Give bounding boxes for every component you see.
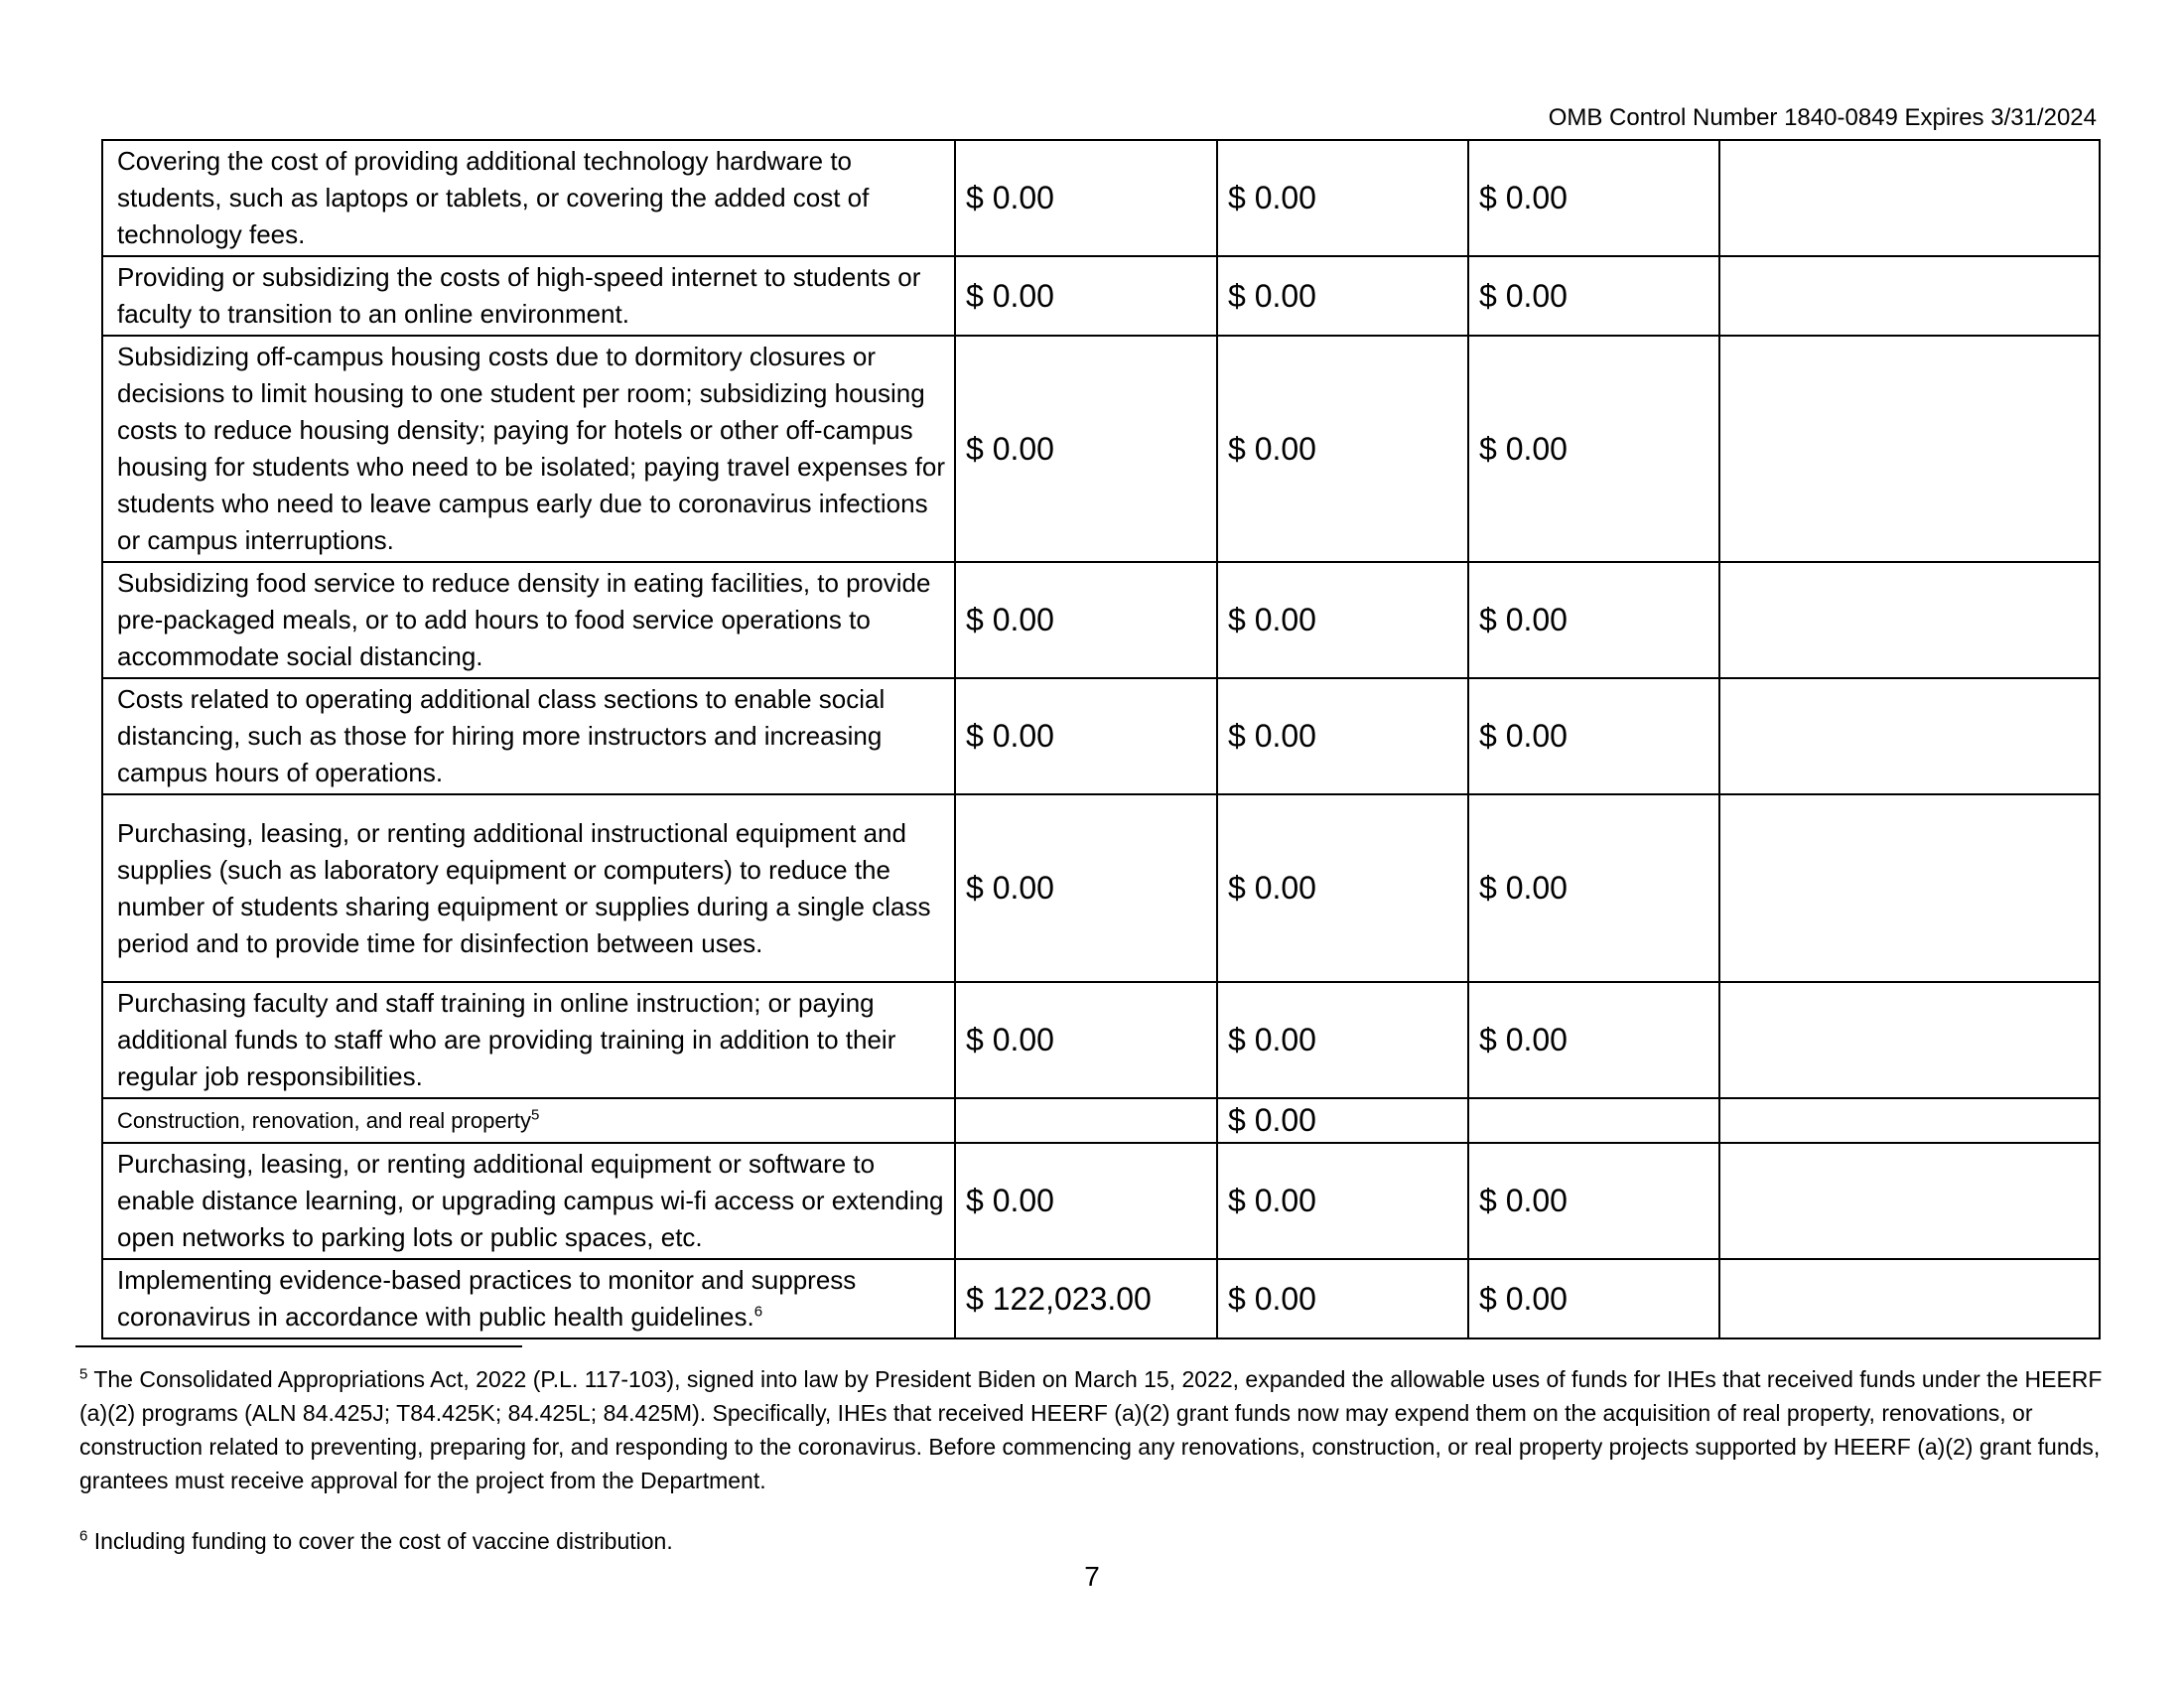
amount-cell [955, 1098, 1217, 1143]
row-description: Costs related to operating additional class sections to enable social distancing, such as those for hiring more instructors and increasing campus hours of operations. [102, 678, 955, 794]
row-description-text: Construction, renovation, and real property [117, 1107, 532, 1133]
row-description: Purchasing, leasing, or renting additional instructional equipment and supplies (such as laboratory equipment or computers) to reduce the number of students sharing equipment or supplies during a single class period and to provide time for disinfection between uses. [102, 794, 955, 982]
amount-cell: $ 0.00 [1217, 678, 1468, 794]
amount-cell: $ 0.00 [1217, 1259, 1468, 1338]
empty-cell [1719, 256, 2100, 336]
amount-cell: $ 0.00 [1217, 794, 1468, 982]
table-row [102, 1098, 2100, 1143]
table-row [102, 562, 2100, 678]
omb-control-number: OMB Control Number 1840-0849 Expires 3/31/2024 [1548, 104, 2097, 131]
table-row [102, 794, 2100, 982]
table-row [102, 678, 2100, 794]
table-row [102, 336, 2100, 562]
amount-cell: $ 0.00 [955, 1143, 1217, 1259]
empty-cell [1719, 562, 2100, 678]
amount-cell: $ 0.00 [955, 140, 1217, 256]
page-number: 7 [1084, 1561, 1100, 1592]
amount-cell: $ 0.00 [1217, 256, 1468, 336]
amount-cell: $ 0.00 [955, 794, 1217, 982]
footnote-5 [79, 1362, 2105, 1497]
row-description: Subsidizing food service to reduce density in eating facilities, to provide pre-packaged meals, or to add hours to food service operations to accommodate social distancing. [102, 562, 955, 678]
expenditure-table [101, 139, 2101, 1339]
row-description: Covering the cost of providing additional technology hardware to students, such as laptops or tablets, or covering the added cost of technology fees. [102, 140, 955, 256]
table-row [102, 256, 2100, 336]
amount-cell: $ 0.00 [1468, 794, 1719, 982]
amount-cell [1468, 1098, 1719, 1143]
row-description [102, 1098, 955, 1143]
amount-cell: $ 0.00 [1468, 140, 1719, 256]
empty-cell [1719, 1143, 2100, 1259]
footnote-divider [75, 1345, 522, 1347]
amount-cell: $ 0.00 [1468, 982, 1719, 1098]
footnote-6 [79, 1524, 673, 1558]
amount-cell: $ 122,023.00 [955, 1259, 1217, 1338]
row-description: Subsidizing off-campus housing costs due to dormitory closures or decisions to limit housing to one student per room; subsidizing housing costs to reduce housing density; paying for hotels or other off-campus housing for students who need to be isolated; paying travel expenses for students who need to leave campus early due to coronavirus infections or campus interruptions. [102, 336, 955, 562]
amount-cell: $ 0.00 [1217, 140, 1468, 256]
empty-cell [1719, 1098, 2100, 1143]
row-description: Purchasing faculty and staff training in online instruction; or paying additional funds to staff who are providing training in addition to their regular job responsibilities. [102, 982, 955, 1098]
table-row [102, 1143, 2100, 1259]
amount-cell: $ 0.00 [1468, 1143, 1719, 1259]
amount-cell: $ 0.00 [1217, 1098, 1468, 1143]
row-description-text: Implementing evidence-based practices to monitor and suppress coronavirus in accordance with public health guidelines. [117, 1265, 857, 1332]
amount-cell: $ 0.00 [1217, 562, 1468, 678]
row-description: Providing or subsidizing the costs of high-speed internet to students or faculty to transition to an online environment. [102, 256, 955, 336]
footnote-mark: 6 [79, 1527, 88, 1545]
footnote-mark: 5 [79, 1365, 88, 1383]
amount-cell: $ 0.00 [1468, 1259, 1719, 1338]
amount-cell: $ 0.00 [1468, 562, 1719, 678]
amount-cell: $ 0.00 [955, 336, 1217, 562]
row-description [102, 1259, 955, 1338]
footnote-text: Including funding to cover the cost of vaccine distribution. [93, 1528, 673, 1554]
amount-cell: $ 0.00 [955, 982, 1217, 1098]
empty-cell [1719, 678, 2100, 794]
amount-cell: $ 0.00 [1217, 1143, 1468, 1259]
empty-cell [1719, 336, 2100, 562]
row-description: Purchasing, leasing, or renting additional equipment or software to enable distance learning, or upgrading campus wi-fi access or extending open networks to parking lots or public spaces, etc. [102, 1143, 955, 1259]
footnote-text: The Consolidated Appropriations Act, 2022 (P.L. 117-103), signed into law by President Biden on March 15, 2022, expanded the allowable uses of funds for IHEs that received funds under the HEERF (a)(2) programs (ALN 84.425J; T84.425K; 84.425L; 84.425M). Specifically, IHEs that received HEERF (a)(2) grant funds now may expend them on the acquisition of real property, renovations, or construction related to preventing, preparing for, and responding to the coronavirus. Before commencing any renovations, construction, or real property projects supported by HEERF (a)(2) grant funds, grantees must receive approval for the project from the Department. [79, 1366, 2103, 1493]
amount-cell: $ 0.00 [1468, 678, 1719, 794]
table-row [102, 1259, 2100, 1338]
amount-cell: $ 0.00 [955, 678, 1217, 794]
table-row [102, 982, 2100, 1098]
amount-cell: $ 0.00 [955, 562, 1217, 678]
amount-cell: $ 0.00 [1468, 336, 1719, 562]
empty-cell [1719, 794, 2100, 982]
table-row [102, 140, 2100, 256]
amount-cell: $ 0.00 [955, 256, 1217, 336]
amount-cell: $ 0.00 [1468, 256, 1719, 336]
footnote-reference: 6 [753, 1303, 763, 1321]
footnote-reference: 5 [531, 1106, 540, 1124]
empty-cell [1719, 982, 2100, 1098]
amount-cell: $ 0.00 [1217, 982, 1468, 1098]
empty-cell [1719, 140, 2100, 256]
amount-cell: $ 0.00 [1217, 336, 1468, 562]
empty-cell [1719, 1259, 2100, 1338]
